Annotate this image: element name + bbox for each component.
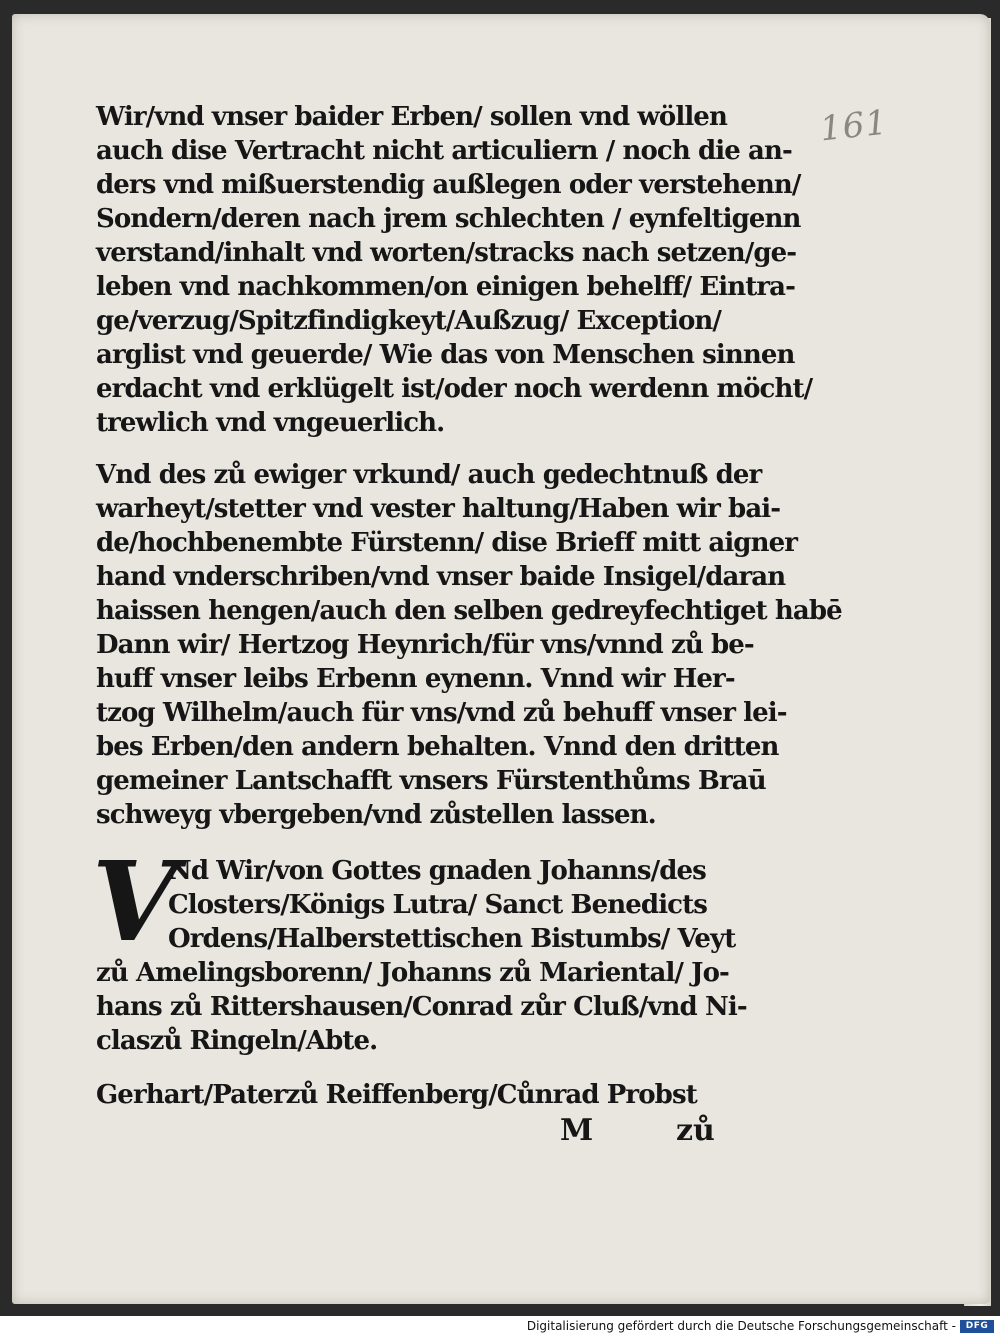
text-line: ders vnd mißuerstendig außlegen oder verstehenn/ [96,170,801,200]
text-line: warheyt/stetter vnd vester haltung/Haben wir bai- [96,494,781,524]
text-line: bes Erben/den andern behalten. Vnnd den dritten [96,732,779,762]
text-line: Wir/vnd vnser baider Erben/ sollen vnd wöllen [96,102,727,132]
text-line: de/hochbenembte Fürstenn/ dise Brieff mitt aigner [96,528,798,558]
text-line: gemeiner Lantschafft vnsers Fürstenthůms Braū [96,766,766,796]
document-page [12,14,990,1304]
text-line: Dann wir/ Hertzog Heynrich/für vns/vnnd zů be- [96,630,754,660]
text-line: Nd Wir/von Gottes gnaden Johanns/des [168,856,706,886]
text-line: zů Amelingsborenn/ Johanns zů Mariental/ Jo- [96,958,729,988]
text-line: hans zů Rittershausen/Conrad zůr Cluß/vnd Ni- [96,992,747,1022]
footer-bar [0,1316,1000,1338]
text-line: hand vnderschriben/vnd vnser baide Insigel/daran [96,562,786,592]
text-line: Gerhart/Paterzů Reiffenberg/Cůnrad Probst [96,1080,697,1110]
footer-credit: Digitalisierung gefördert durch die Deutsche Forschungsgemeinschaft - [526,1319,956,1333]
text-line: leben vnd nachkommen/on einigen behelff/ Eintra- [96,272,796,302]
text-line: Closters/Königs Lutra/ Sanct Benedicts [168,890,707,920]
text-line: erdacht vnd erklügelt ist/oder noch werdenn möcht/ [96,374,813,404]
signature-mark: M [560,1113,594,1148]
text-line: claszů Ringeln/Abte. [96,1026,378,1056]
text-line: huff vnser leibs Erbenn eynenn. Vnnd wir Her- [96,664,735,694]
text-line: arglist vnd geuerde/ Wie das von Menschen sinnen [96,340,795,370]
text-line: haissen hengen/auch den selben gedreyfechtiget habē [96,596,842,626]
catchword: zů [676,1113,715,1148]
text-line: tzog Wilhelm/auch für vns/vnd zů behuff vnser lei- [96,698,787,728]
text-line: verstand/inhalt vnd worten/stracks nach setzen/ge- [96,238,797,268]
drop-cap-initial: V [92,837,178,966]
text-line: schweyg vbergeben/vnd zůstellen lassen. [96,800,656,830]
dfg-logo: DFG [960,1320,994,1333]
text-line: ge/verzug/Spitzfindigkeyt/Außzug/ Exception/ [96,306,722,336]
text-line: auch dise Vertracht nicht articuliern / noch die an- [96,136,792,166]
text-line: trewlich vnd vngeuerlich. [96,408,445,438]
text-line: Sondern/deren nach jrem schlechten / eynfeltigenn [96,204,801,234]
text-line: Vnd des zů ewiger vrkund/ auch gedechtnuß der [96,460,762,490]
text-line: Ordens/Halberstettischen Bistumbs/ Veyt [168,924,736,954]
folio-number: 161 [818,102,890,150]
